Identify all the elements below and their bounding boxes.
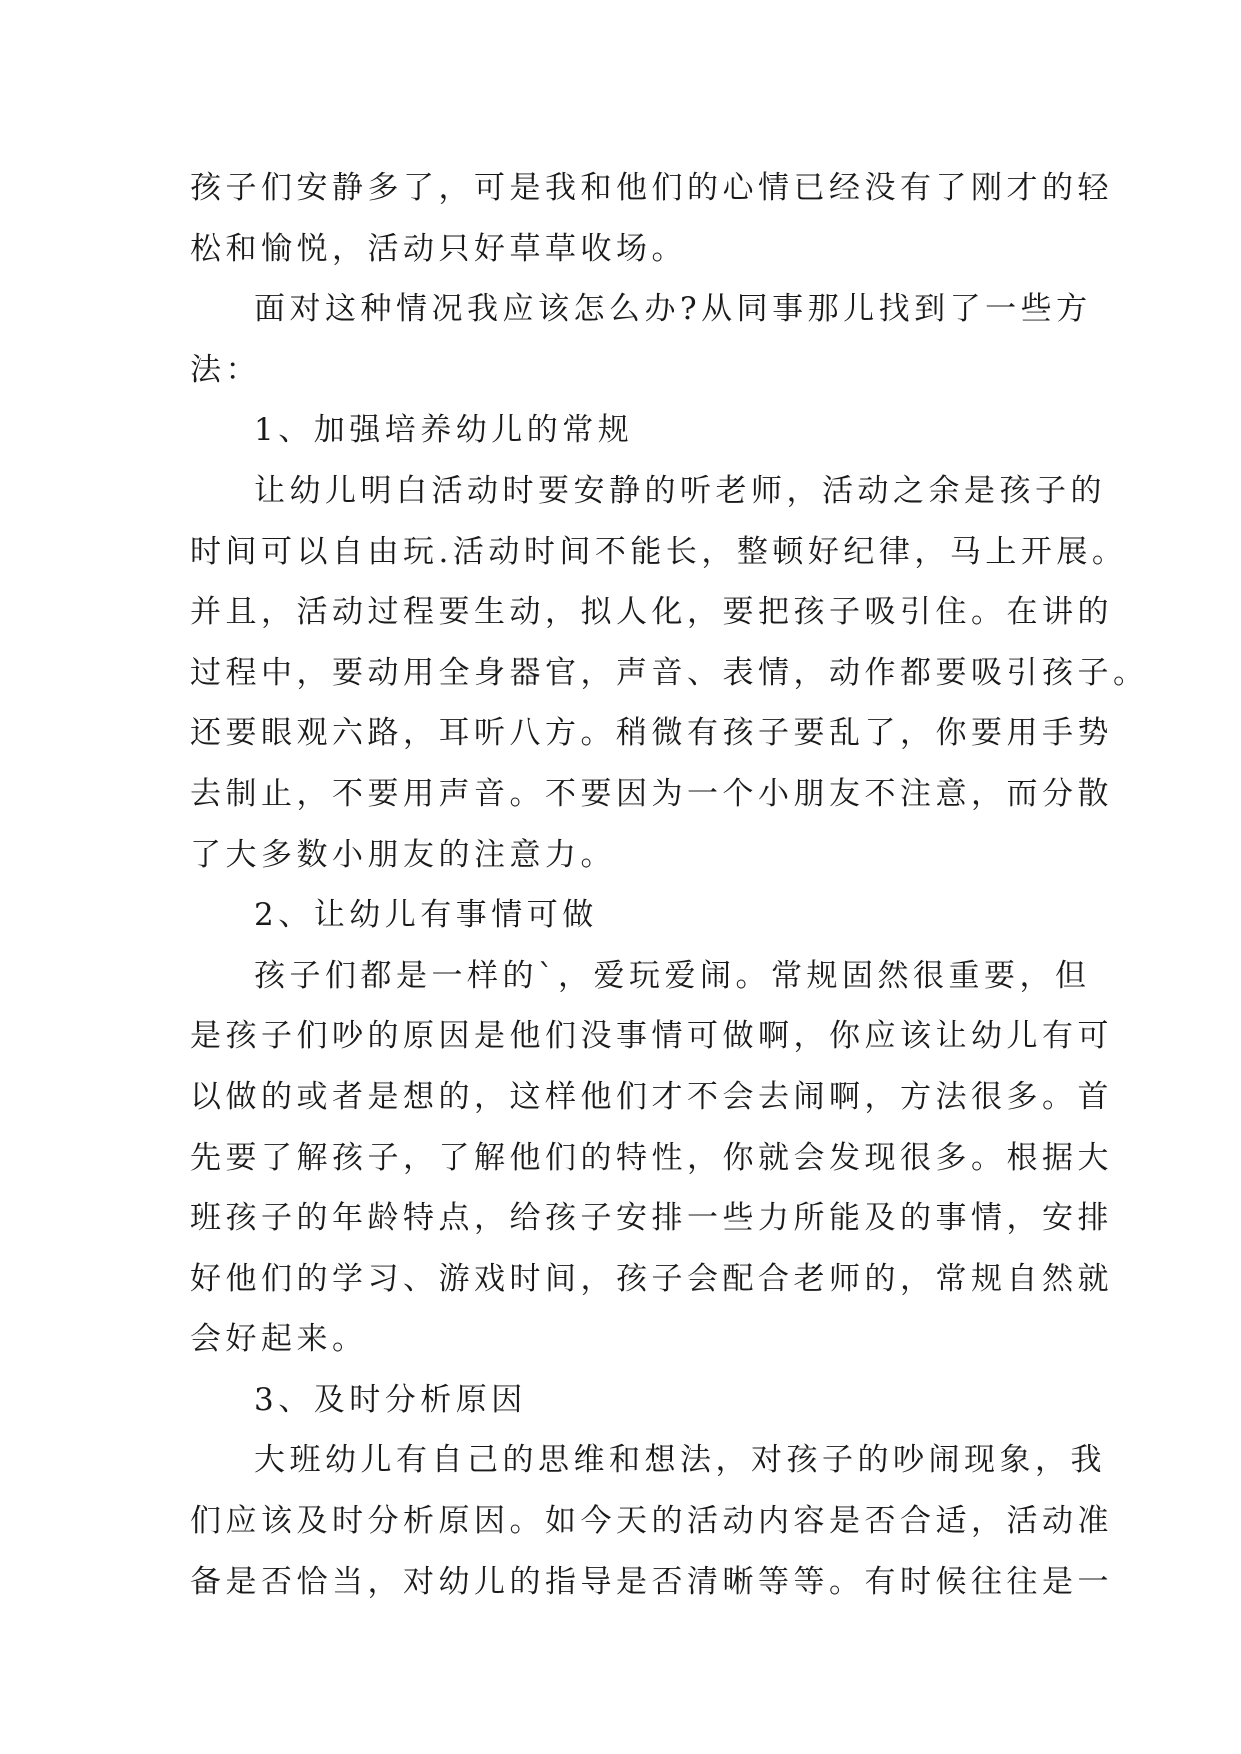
paragraph-start: 大班幼儿有自己的思维和想法，对孩子的吵闹现象，我: [254, 1442, 1106, 1479]
paragraph-start: 让幼儿明白活动时要安静的听老师，活动之余是孩子的: [254, 472, 1106, 509]
text-line: 去制止，不要用声音。不要因为一个小朋友不注意，而分散: [190, 775, 1113, 812]
text-line: 松和愉悦，活动只好草草收场。: [190, 230, 687, 267]
section-heading: 2、让幼儿有事情可做: [254, 897, 598, 934]
text-line: 过程中，要动用全身器官，声音、表情，动作都要吸引孩子。: [190, 654, 1149, 691]
paragraph-start: 面对这种情况我应该怎么办?从同事那儿找到了一些方: [254, 291, 1092, 328]
text-line: 们应该及时分析原因。如今天的活动内容是否合适，活动准: [190, 1503, 1113, 1540]
text-line: 先要了解孩子，了解他们的特性，你就会发现很多。根据大: [190, 1139, 1113, 1176]
text-line: 还要眼观六路，耳听八方。稍微有孩子要乱了，你要用手势: [190, 715, 1113, 752]
text-line: 是孩子们吵的原因是他们没事情可做啊，你应该让幼儿有可: [190, 1018, 1113, 1055]
text-line: 备是否恰当，对幼儿的指导是否清晰等等。有时候往往是一: [190, 1563, 1113, 1600]
text-line: 会好起来。: [190, 1321, 368, 1358]
text-line: 法：: [190, 351, 261, 388]
section-heading: 1、加强培养幼儿的常规: [254, 412, 634, 449]
text-line: 以做的或者是想的，这样他们才不会去闹啊，方法很多。首: [190, 1078, 1113, 1115]
text-line: 好他们的学习、游戏时间，孩子会配合老师的，常规自然就: [190, 1260, 1113, 1297]
text-line: 孩子们安静多了，可是我和他们的心情已经没有了刚才的轻: [190, 170, 1113, 206]
text-line: 班孩子的年龄特点，给孩子安排一些力所能及的事情，安排: [190, 1200, 1113, 1237]
text-line: 时间可以自由玩.活动时间不能长，整顿好纪律，马上开展。: [190, 533, 1128, 570]
paragraph-start: 孩子们都是一样的`，爱玩爱闹。常规固然很重要，但: [254, 957, 1091, 994]
text-line: 了大多数小朋友的注意力。: [190, 836, 616, 873]
text-line: 并且，活动过程要生动，拟人化，要把孩子吸引住。在讲的: [190, 594, 1113, 631]
document-body: [190, 158, 1149, 1612]
section-heading: 3、及时分析原因: [254, 1381, 527, 1418]
